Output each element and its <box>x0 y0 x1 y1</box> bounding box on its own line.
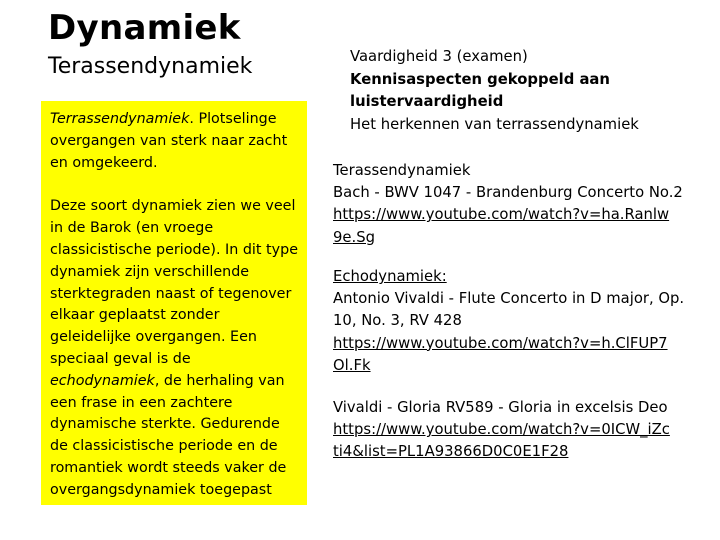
link-line[interactable]: https://www.youtube.com/watch?v=h.ClFUP7 <box>333 334 668 352</box>
term-italic: Terrassendynamiek <box>50 111 190 127</box>
link-line[interactable]: ti4&list=PL1A93866D0C0E1F28 <box>333 443 569 461</box>
explanation-paragraph <box>50 196 301 501</box>
link-line[interactable]: Ol.Fk <box>333 356 371 374</box>
link-line[interactable]: https://www.youtube.com/watch?v=0ICW_iZc <box>333 421 670 439</box>
example-work: Bach - BWV 1047 - Brandenburg Concerto No.2 <box>333 184 683 202</box>
definition-box <box>41 101 307 505</box>
example-heading: Echodynamiek: <box>333 268 447 285</box>
page-subtitle: Terassendynamiek <box>48 54 253 79</box>
listening-line: luistervaardigheid <box>350 93 504 110</box>
link-line[interactable]: https://www.youtube.com/watch?v=ha.Ranlw <box>333 206 670 224</box>
skill-header <box>350 46 700 136</box>
example-heading: Terassendynamiek <box>333 162 471 179</box>
definition-text: Plotselinge overgangen van sterk naar zacht en omgekeerd. <box>50 111 288 171</box>
term-dot: . <box>189 111 194 127</box>
example-work: 10, No. 3, RV 428 <box>333 312 462 330</box>
youtube-link-vivaldi-gloria[interactable] <box>333 419 708 463</box>
definition-paragraph <box>50 109 301 174</box>
music-example-vivaldi-flute <box>333 266 708 377</box>
youtube-link-vivaldi-flute[interactable] <box>333 333 708 377</box>
echodynamiek-term: echodynamiek <box>50 372 155 389</box>
youtube-link-bach[interactable] <box>333 204 708 248</box>
music-example-bach <box>333 160 708 249</box>
knowledge-line: Kennisaspecten gekoppeld aan <box>350 70 610 88</box>
link-line[interactable]: 9e.Sg <box>333 228 376 246</box>
example-work: Vivaldi - Gloria RV589 - Gloria in excelsis Deo <box>333 399 668 416</box>
explanation-text-after: , de herhaling van een frase in een zachtere dynamische sterkte. Gedurende de classicistische periode en de romantiek wordt steeds vaker de overgangsdynamiek toegepast <box>50 372 287 498</box>
example-work: Antonio Vivaldi - Flute Concerto in D major, Op. <box>333 290 685 308</box>
music-example-vivaldi-gloria <box>333 397 708 464</box>
skill-line: Vaardigheid 3 (examen) <box>350 48 528 65</box>
explanation-text-before: Deze soort dynamiek zien we veel in de Barok (en vroege classicistische periode). In dit type dynamiek zijn verschillende sterktegraden naast of tegenover elkaar geplaatst zonder geleidelijke overgangen. Een speciaal geval is de <box>50 198 298 367</box>
page-title: Dynamiek <box>48 8 241 48</box>
recognition-line: Het herkennen van terrassendynamiek <box>350 115 639 133</box>
